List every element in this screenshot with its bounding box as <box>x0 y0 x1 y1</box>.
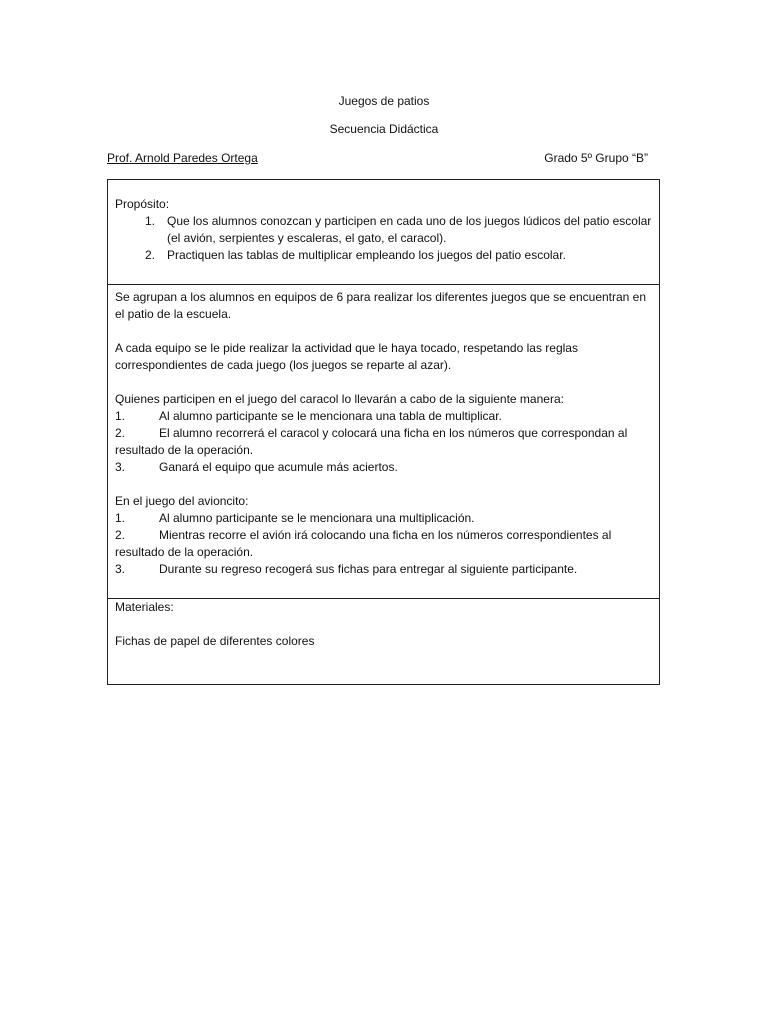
step-text: Al alumno participante se le mencionara una multiplicación. <box>159 511 475 525</box>
avion-step <box>115 527 652 561</box>
purpose-item-text: Que los alumnos conozcan y participen en cada uno de los juegos lúdicos del patio escolar (el avión, serpientes y escaleras, el gato, el caracol). <box>167 214 652 245</box>
avion-step <box>115 561 652 578</box>
avion-steps <box>115 510 652 578</box>
purpose-item <box>115 247 652 264</box>
document-header-line <box>107 150 648 167</box>
purpose-item <box>115 213 652 247</box>
step-number: 3. <box>115 460 126 474</box>
avion-intro: En el juego del avioncito: <box>115 494 249 508</box>
materials-label: Materiales: <box>115 600 174 614</box>
purpose-item-number: 2. <box>145 248 156 262</box>
teacher-name: Prof. Arnold Paredes Ortega <box>107 151 258 165</box>
step-text: Al alumno participante se le mencionara una tabla de multiplicar. <box>159 409 502 423</box>
purpose-item-text: Practiquen las tablas de multiplicar empleando los juegos del patio escolar. <box>167 248 566 262</box>
materials-text: Fichas de papel de diferentes colores <box>115 634 315 648</box>
purpose-list <box>115 213 652 264</box>
materials-section <box>108 598 659 684</box>
step-text: Ganará el equipo que acumule más aciertos. <box>159 460 398 474</box>
caracol-steps <box>115 408 652 476</box>
caracol-intro: Quienes participen en el juego del caracol lo llevarán a cabo de la siguiente manera: <box>115 392 564 406</box>
step-text: Durante su regreso recogerá sus fichas para entregar al siguiente participante. <box>159 562 578 576</box>
step-number: 2. <box>115 426 126 440</box>
step-number: 1. <box>115 511 126 525</box>
step-text: El alumno recorrerá el caracol y colocará una ficha en los números que correspondan al resultado de la operación. <box>115 426 628 457</box>
caracol-step <box>115 425 652 459</box>
document-subtitle: Secuencia Didáctica <box>329 122 439 136</box>
purpose-section <box>108 180 659 284</box>
purpose-label: Propósito: <box>115 197 170 211</box>
document-title: Juegos de patios <box>338 94 430 108</box>
caracol-step <box>115 408 652 425</box>
avion-step <box>115 510 652 527</box>
step-number: 1. <box>115 409 126 423</box>
grade-group: Grado 5º Grupo “B” <box>544 151 648 165</box>
development-paragraph: A cada equipo se le pide realizar la actividad que le haya tocado, respetando las reglas correspondientes de cada juego (los juegos se reparte al azar). <box>115 341 578 372</box>
caracol-step <box>115 459 652 476</box>
purpose-item-number: 1. <box>145 214 156 228</box>
step-number: 3. <box>115 562 126 576</box>
sequence-table <box>107 179 660 685</box>
development-paragraph: Se agrupan a los alumnos en equipos de 6 para realizar los diferentes juegos que se encuentran en el patio de la escuela. <box>115 290 647 321</box>
development-section <box>108 284 659 598</box>
step-text: Mientras recorre el avión irá colocando una ficha en los números correspondientes al resultado de la operación. <box>115 528 612 559</box>
step-number: 2. <box>115 528 126 542</box>
